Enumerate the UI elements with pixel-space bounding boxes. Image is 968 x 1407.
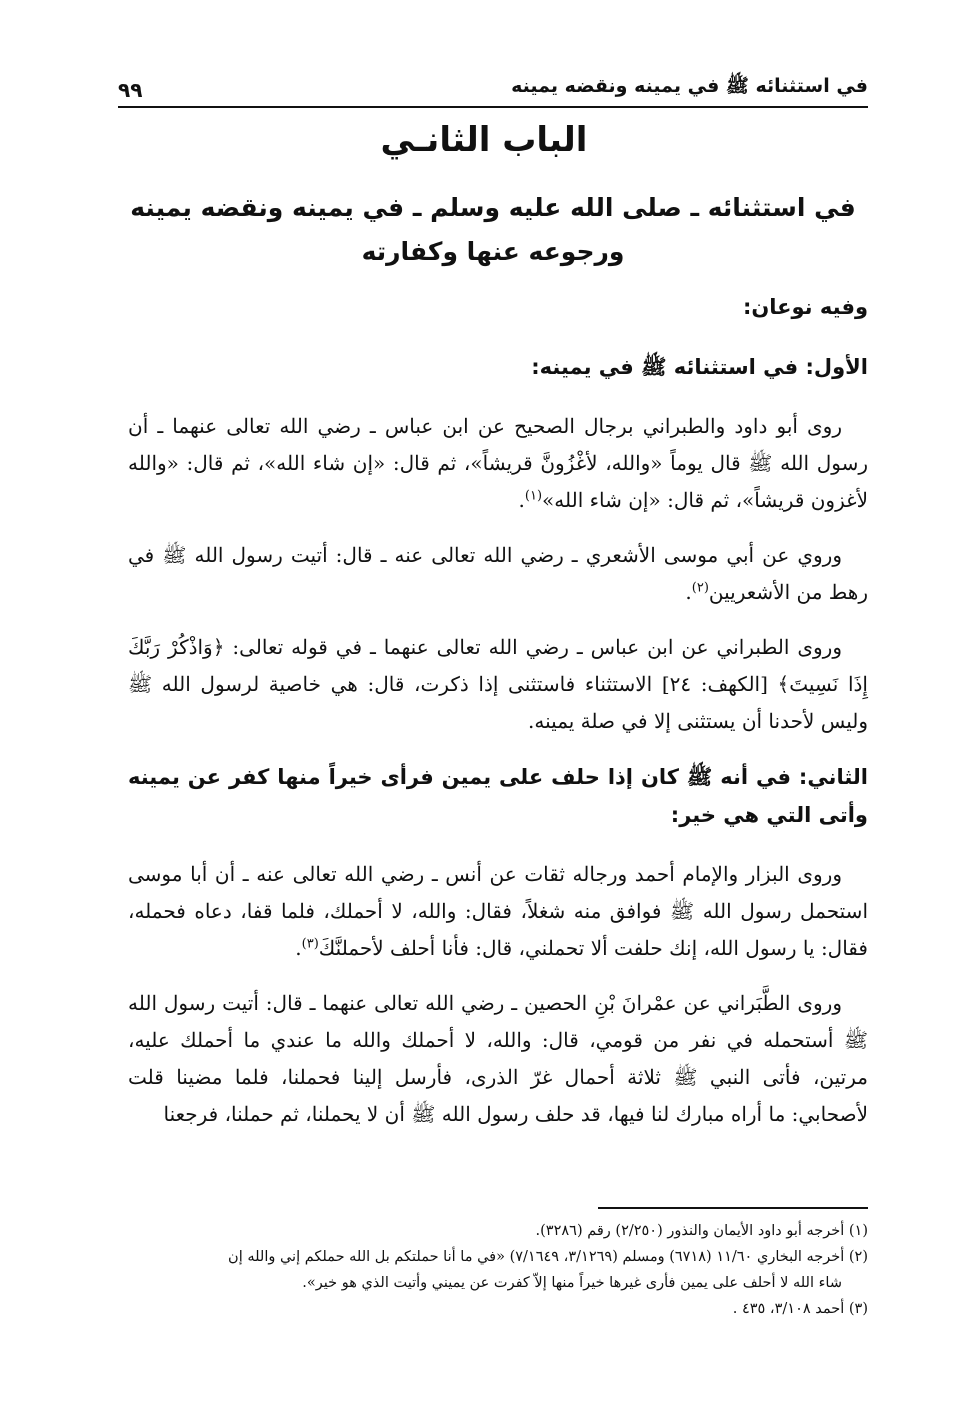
- chapter-title: الباب الثانـي: [380, 120, 588, 160]
- footnote-2: (٢) أخرجه البخاري ١١/٦٠ (٦٧١٨) ومسلم (٣/١٢٦٩، ٧/١٦٤٩) «في ما أنا حملتكم بل الله حملكم إني والله إن: [228, 1249, 868, 1265]
- running-title: في استثنائه ﷺ في يمينه ونقضه يمينه: [511, 75, 868, 97]
- footnote-3: (٣) أحمد ٣/١٠٨، ٤٣٥ .: [732, 1301, 868, 1317]
- footnote-divider: [598, 1207, 868, 1209]
- body-text: [128, 288, 868, 1151]
- paragraph-5: وروى الطَّبَراني عن عمْرانَ بْنِ الحصين ـ رضي الله تعالى عنهما ـ قال: أتيت رسول الله ﷺ أستحمله في نفر من قومي، قال: والله، لا أحملك والله ما عندي ما أحملك عليه، مرتين، فأتى النبي ﷺ ثلاثة أحمال غرّ الذرى، فأرسل إلينا فحملنا، فلما مضينا قلت لأصحابي: ما أراه مبارك لنا فيها، قد حلف رسول الله ﷺ أن لا يحملنا، ثم حملنا، فرجعنا: [128, 991, 868, 1126]
- paragraph-2: وروي عن أبي موسى الأشعري ـ رضي الله تعالى عنه ـ قال: أتيت رسول الله ﷺ في رهط من الأشعريين$^{(٢)}$.: [128, 543, 868, 604]
- paragraph-1-text: روى أبو داود والطبراني برجال الصحيح عن ابن عباس ـ رضي الله تعالى عنهما ـ أن رسول الله ﷺ قال يوماً «والله، لأغْزُونَّ قريشاً»، ثم قال: «إن شاء الله»، ثم قال: «والله لأغزون قريشاً»، ثم قال: «إن شاء الله»: [128, 414, 868, 512]
- paragraph-4: وروى البزار والإمام أحمد ورجاله ثقات عن أنس ـ رضي الله تعالى عنه ـ أن أبا موسى استحمل رسول الله ﷺ فوافق منه شغلاً، فقال: والله، لا أحملك، فلما قفا، دعاه فحمله، فقال: يا رسول الله، إنك حلفت ألا تحملني، قال: فأنا أحلف لأحملنَّكَ$^{(٣)}$.: [128, 862, 868, 960]
- footnote-1: (١) أخرجه أبو داود الأيمان والنذور (٢/٢٥٠) رقم (٣٢٨٦).: [535, 1223, 868, 1239]
- footnotes: [118, 1218, 868, 1322]
- intro-heading: وفيه نوعان:: [742, 295, 868, 319]
- paragraph-1: روى أبو داود والطبراني برجال الصحيح عن ابن عباس ـ رضي الله تعالى عنهما ـ أن رسول الله ﷺ قال يوماً «والله، لأغْزُونَّ قريشاً»، ثم قال: «إن شاء الله»، ثم قال: «والله لأغزون قريشاً»، ثم قال: «إن شاء الله»$^{(١)}$.: [128, 414, 868, 512]
- running-header: [118, 68, 868, 108]
- chapter-subtitle: [118, 186, 868, 274]
- chapter-subtitle-line-2: ورجوعه عنها وكفارته: [361, 237, 625, 266]
- section-1-heading: الأول: في استثنائه ﷺ في يمينه:: [531, 355, 868, 379]
- paragraph-4-text: وروى البزار والإمام أحمد ورجاله ثقات عن أنس ـ رضي الله تعالى عنه ـ أن أبا موسى استحمل رسول الله ﷺ فوافق منه شغلاً، فقال: والله، لا أحملك، فلما قفا، دعاه فحمله، فقال: يا رسول الله، إنك حلفت ألا تحملني، قال: فأنا أحلف لأحملنَّكَ: [128, 862, 868, 960]
- footnote-ref-1[interactable]: (١): [524, 488, 543, 504]
- footnote-ref-2[interactable]: (٢): [691, 580, 709, 596]
- footnote-2-continued: شاء الله لا أحلف على يمين فأرى غيرها خيراً منها إلاّ كفرت عن يميني وأتيت الذي هو خير».: [302, 1275, 842, 1291]
- chapter-subtitle-line-1: في استثنائه ـ صلى الله عليه وسلم ـ في يمينه ونقضه يمينه: [130, 193, 856, 222]
- footnote-ref-3[interactable]: (٣): [301, 936, 319, 952]
- paragraph-3: وروى الطبراني عن ابن عباس ـ رضي الله تعالى عنهما ـ في قوله تعالى: ﴿وَاذْكُرْ رَبَّكَ إِذَا نَسِيتَ﴾ [الكهف: ٢٤] الاستثناء فاستثنى إذا ذكرت، قال: هي خاصية لرسول الله ﷺ وليس لأحدنا أن يستثنى إلا في صلة يمينه.: [128, 635, 868, 733]
- section-2-heading: الثاني: في أنه ﷺ كان إذا حلف على يمين فرأى خيراً منها كفر عن يمينه وأتى التي هي خير:: [128, 765, 868, 827]
- paragraph-2-text: وروي عن أبي موسى الأشعري ـ رضي الله تعالى عنه ـ قال: أتيت رسول الله ﷺ في رهط من الأشعريين: [128, 543, 868, 604]
- page-number: ٩٩: [118, 78, 143, 102]
